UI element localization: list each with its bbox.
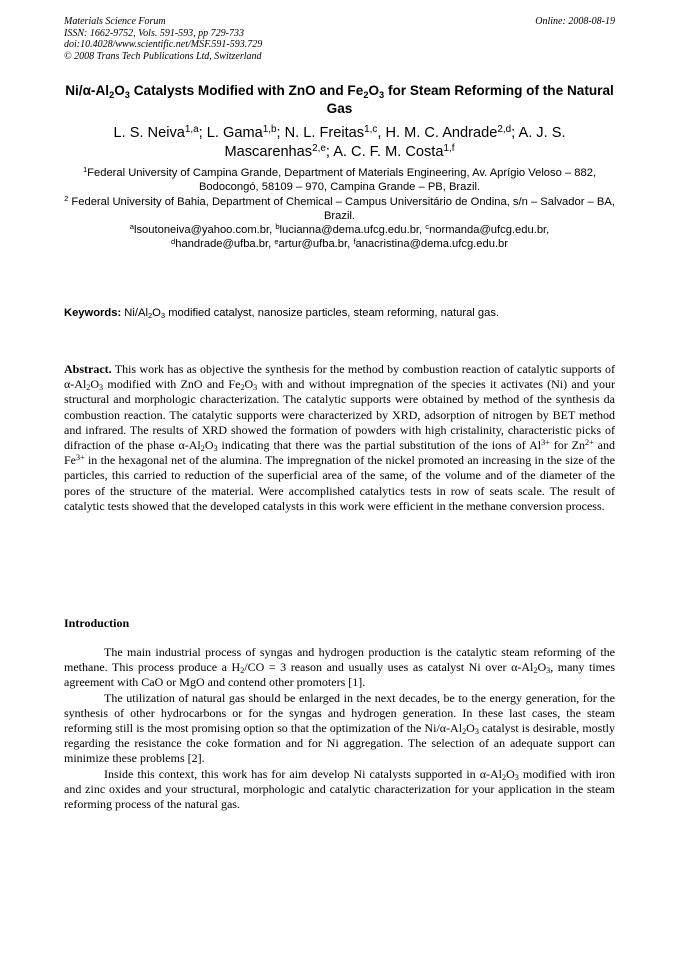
email[interactable]: $^d$handrade@ufba.br [171,236,269,251]
email[interactable]: $^b$lucianna@dema.ufcg.edu.br [275,222,420,237]
author-list: L. S. Neiva$^{1,a}$; L. Gama$^{1,b}$; N. L. Freitas$^{1,c}$, H. M. C. Andrade$^{2,d}$; A. J. S. Mascarenhas$^{2,e}$; A. C. F. M. Costa$^{1,f}$ [113,124,566,160]
paragraph: The main industrial process of syngas and hydrogen production is the catalytic steam reforming of the methane. This process produce a $H_2/CO = 3$ reason and usually uses as catalyst Ni over $\alpha-Al_2O_3$, many times agreement with CaO or MgO and contend other promoters [1]. [64,645,615,690]
email[interactable]: $^c$normanda@ufcg.edu.br [425,222,547,237]
introduction-body [64,645,615,812]
keywords-label: Keywords: [64,307,122,319]
issn-line: ISSN: 1662-9752, Vols. 591-593, pp 729-733 [64,27,244,39]
email[interactable]: $^a$lsoutoneiva@yahoo.com.br [129,222,270,237]
email[interactable]: $^e$artur@ufba.br [274,236,348,251]
paragraph: The utilization of natural gas should be enlarged in the next decades, be to the energy generation, for the synthesis of other hydrocarbons or for the syngas and hydrogen generation. In these last cases, the steam reforming still is the most promising option so that the optimization of the $Ni/\alpha-Al_2O_3$ catalyst is desirable, mostly regarding the resistance the coke formation and for Ni aggregation. The selection of an adequate support can minimize these problems [2]. [64,690,615,766]
journal-name: Materials Science Forum [64,16,166,27]
affiliation-2: $^2$ Federal University of Bahia, Department of Chemical – Campus Universitário de Ondina, s/n – Salvador – BA, Brazil. [64,193,615,222]
author: A. C. F. M. Costa$^{1,f}$ [333,143,455,160]
copyright-line: © 2008 Trans Tech Publications Ltd, Switzerland [64,50,262,62]
keywords: Keywords: $Ni/Al_2O_3$ modified catalyst, nanosize particles, steam reforming, natural gas. [64,307,500,321]
affiliations [64,166,615,252]
affiliation-1: $^1$Federal University of Campina Grande, Department of Materials Engineering, Av. Aprígio Veloso – 882, Bodocongó, 58109 – 970, Campina Grande – PB, Brazil. [82,165,597,194]
paragraph: Inside this context, this work has for aim develop Ni catalysts supported in $\alpha-Al_2O_3$ modified with iron and zinc oxides and your structural, morphologic and catalytic characterization for your application in the steam reforming process of the natural gas. [64,766,615,812]
abstract-label: Abstract. [64,362,112,376]
author: A. J. S. Mascarenhas$^{2,e}$ [224,125,566,160]
email[interactable]: $^f$anacristina@dema.ufcg.edu.br [353,236,508,251]
email-list: $^a$lsoutoneiva@yahoo.com.br, $^b$lucianna@dema.ufcg.edu.br, $^c$normanda@ufcg.edu.br, $^d$handrade@ufba.br, $^e$artur@ufba.br, $^f$anacristina@dema.ufcg.edu.br [129,222,550,251]
online-date: Online: 2008-08-19 [535,16,615,27]
author: N. L. Freitas$^{1,c}$ [284,124,378,141]
abstract: Abstract. This work has as objective the synthesis for the method by combustion reaction of catalytic supports of $\alpha-Al_2O_3$ modified with ZnO and $Fe_2O_3$ with and without impregnation of the species it activates (Ni) and your structural and morphologic characterization. The catalytic supports were obtained by method of the synthesis da combustion reaction. The catalytic supports were characterized by XRD, adsorption of nitrogen by BET method and infrared. The results of XRD showed the formation of powders with high cristalinity, characteristic picks of difraction of the phase $\alpha-Al_2O_3$ indicating that there was the partial substitution of the ions of $Al^{3+}$ for $Zn^{2+}$ and $Fe^{3+}$ in the hexagonal net of the alumina. The impregnation of the nickel promoted an increasing in the size of the particles, this carried to reduction of the superficial area of the same, of the volume and of the diameter of the pores of the structure of the material. Were accomplished catalytics tests in row of seats scale. The result of catalytic tests showed that the developed catalysts in this work were efficient in the methane conversion process. [64,362,615,513]
author: L. Gama$^{1,b}$ [206,124,277,141]
doi-line[interactable]: doi:10.4028/www.scientific.net/MSF.591-593.729 [64,39,263,50]
journal-header [64,16,262,62]
author: H. M. C. Andrade$^{2,d}$ [385,124,512,141]
author: L. S. Neiva$^{1,a}$ [113,124,199,141]
paper-title: $Ni/\alpha-Al_2O_3$ Catalysts Modified with ZnO and $Fe_2O_3$ for Steam Reforming of the Natural Gas [65,83,614,116]
section-heading: Introduction [64,616,130,630]
